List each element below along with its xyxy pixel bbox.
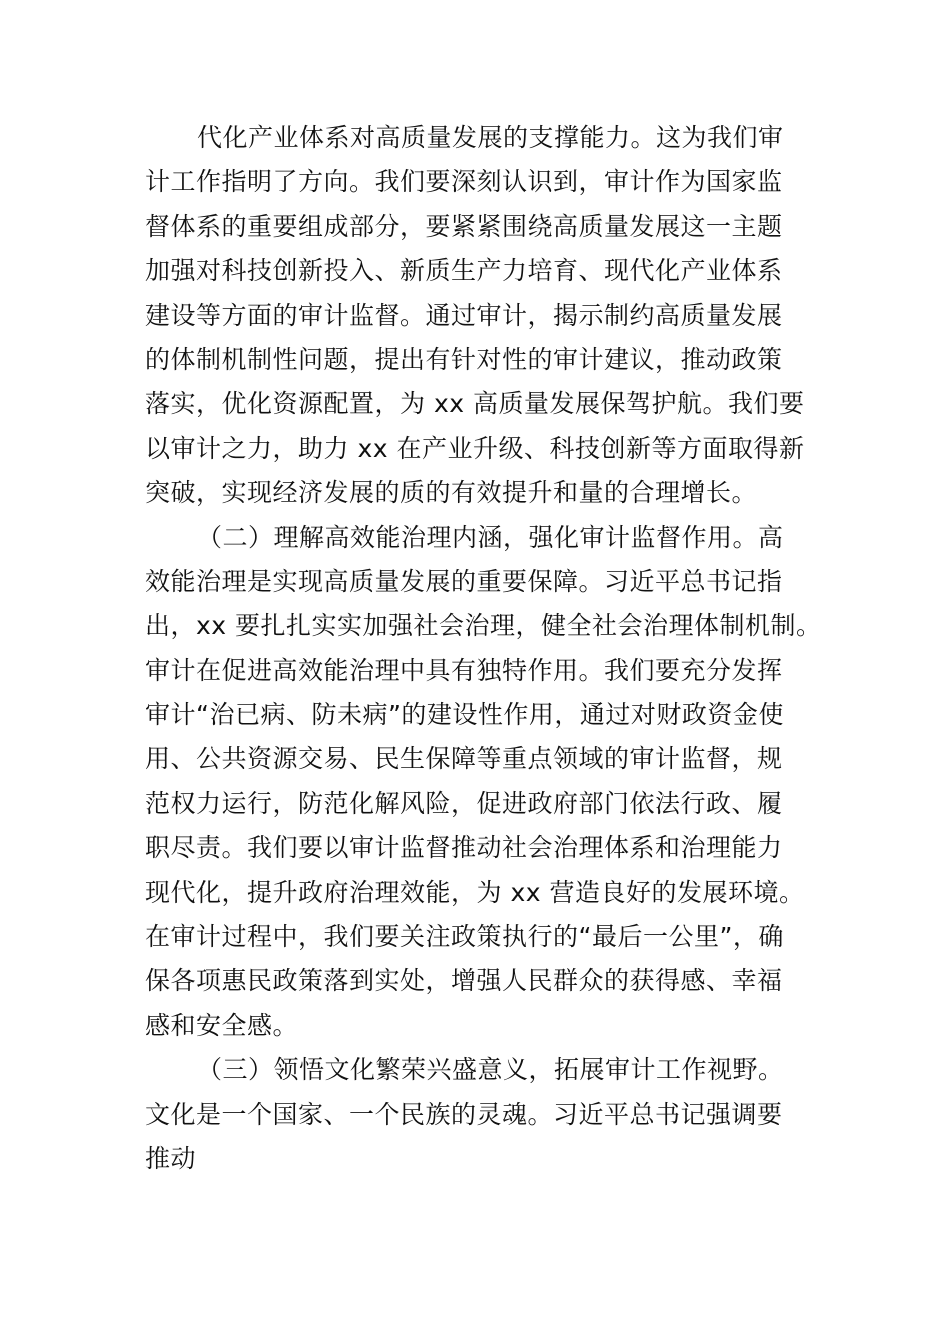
text-line: 督体系的重要组成部分，要紧紧围绕高质量发展这一主题 (145, 211, 783, 241)
text-line: 感和安全感。 (145, 1010, 299, 1040)
text-line: 保各项惠民政策落到实处，增强人民群众的获得感、幸福 (145, 966, 783, 996)
text-line: 文化是一个国家、一个民族的灵魂。习近平总书记强调要 (145, 1099, 783, 1129)
text-line: 突破，实现经济发展的质的有效提升和量的合理增长。 (145, 478, 758, 508)
text-line: 计工作指明了方向。我们要深刻认识到，审计作为国家监 (145, 167, 783, 197)
text-line: 在审计过程中，我们要关注政策执行的“最后一公里”，确 (145, 922, 784, 952)
text-line: 效能治理是实现高质量发展的重要保障。习近平总书记指 (145, 566, 783, 596)
text-line: 的体制机制性问题，提出有针对性的审计建议，推动政策 (145, 344, 783, 374)
body-text (145, 116, 822, 1181)
text-line: 审计“治已病、防未病”的建设性作用，通过对财政资金使 (145, 700, 784, 730)
section-heading-line: （二）理解高效能治理内涵，强化审计监督作用。高 (197, 522, 784, 552)
text-line: 职尽责。我们要以审计监督推动社会治理体系和治理能力 (145, 833, 783, 863)
text-line: 审计在促进高效能治理中具有独特作用。我们要充分发挥 (145, 655, 783, 685)
text-line: 建设等方面的审计监督。通过审计，揭示制约高质量发展 (145, 300, 783, 330)
text-line: 以审计之力，助力 xx 在产业升级、科技创新等方面取得新 (145, 433, 805, 463)
text-line: 推动 (145, 1143, 197, 1173)
section-heading-line: （三）领悟文化繁荣兴盛意义，拓展审计工作视野。 (197, 1055, 784, 1085)
text-line: 用、公共资源交易、民生保障等重点领域的审计监督，规 (145, 744, 783, 774)
text-line: 加强对科技创新投入、新质生产力培育、现代化产业体系 (145, 256, 783, 286)
text-line: 范权力运行，防范化解风险，促进政府部门依法行政、履 (145, 788, 783, 818)
text-line: 落实，优化资源配置，为 xx 高质量发展保驾护航。我们要 (145, 389, 805, 419)
text-line: 出，xx 要扎扎实实加强社会治理，健全社会治理体制机制。 (145, 611, 822, 641)
text-line: 代化产业体系对高质量发展的支撑能力。这为我们审 (197, 123, 784, 152)
text-line: 现代化，提升政府治理效能，为 xx 营造良好的发展环境。 (145, 877, 805, 907)
